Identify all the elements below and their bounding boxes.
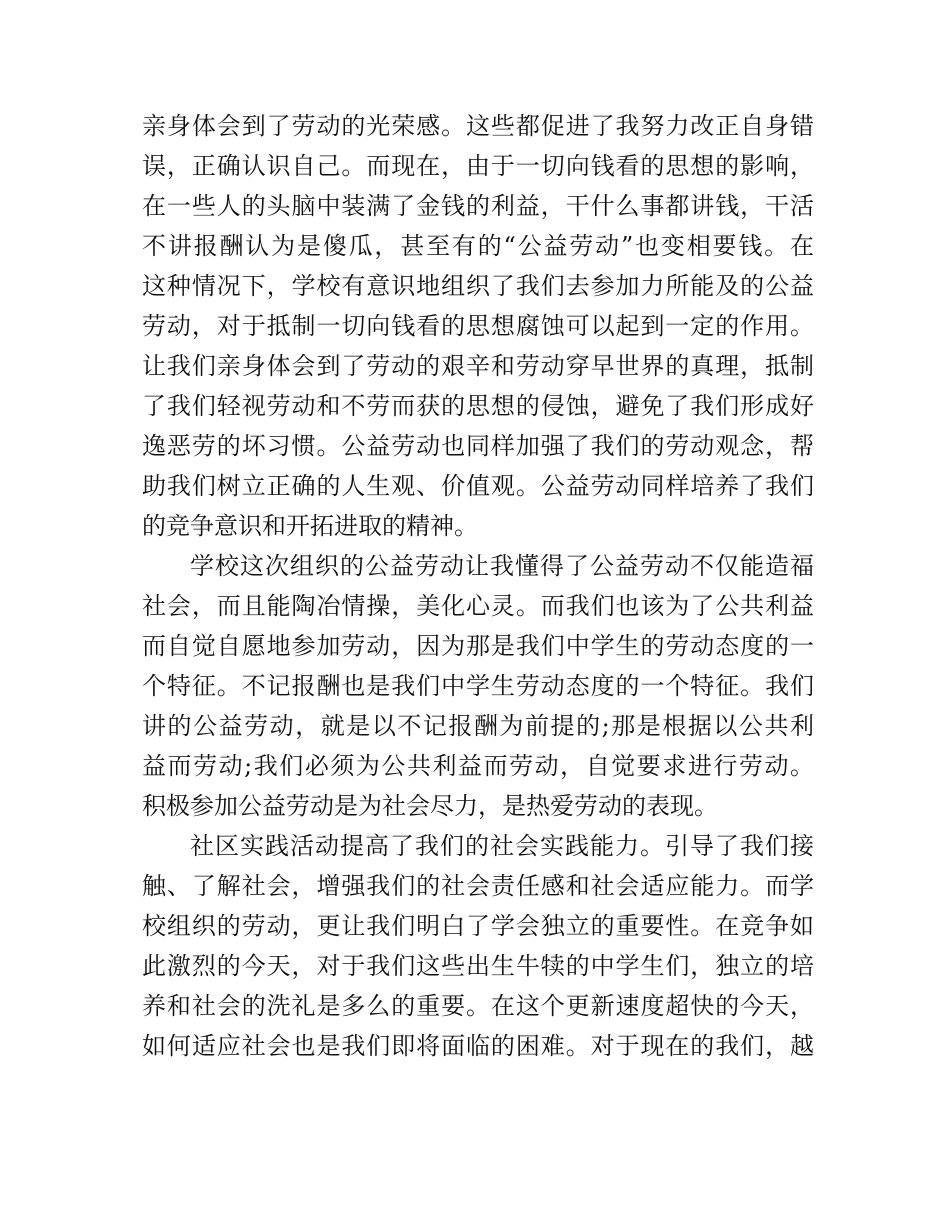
text-line: 如何适应社会也是我们即将面临的困难。对于现在的我们，越 [142,1032,814,1060]
text-line: 逸恶劳的坏习惯。公益劳动也同样加强了我们的劳动观念，帮 [142,432,814,460]
text-line: 了我们轻视劳动和不劳而获的思想的侵蚀，避免了我们形成好 [142,392,814,420]
text-line: 的竞争意识和开拓进取的精神。 [142,512,478,540]
text-line: 而自觉自愿地参加劳动，因为那是我们中学生的劳动态度的一 [142,632,814,660]
document-page [142,106,814,1066]
text-line: 触、了解社会，增强我们的社会责任感和社会适应能力。而学 [142,872,814,900]
text-line: 让我们亲身体会到了劳动的艰辛和劳动穿早世界的真理，抵制 [142,352,814,380]
text-line: 助我们树立正确的人生观、价值观。公益劳动同样培养了我们 [142,472,814,500]
text-line: 讲的公益劳动，就是以不记报酬为前提的;那是根据以公共利 [142,712,814,740]
text-line: 亲身体会到了劳动的光荣感。这些都促进了我努力改正自身错 [142,112,814,140]
text-line: 积极参加公益劳动是为社会尽力，是热爱劳动的表现。 [142,792,718,820]
text-line: 在一些人的头脑中装满了金钱的利益，干什么事都讲钱，干活 [142,192,814,220]
text-line: 这种情况下，学校有意识地组织了我们去参加力所能及的公益 [142,272,814,300]
text-line: 益而劳动;我们必须为公共利益而劳动，自觉要求进行劳动。 [142,752,814,780]
text-line: 社区实践活动提高了我们的社会实践能力。引导了我们接 [190,832,814,860]
text-line: 社会，而且能陶冶情操，美化心灵。而我们也该为了公共利益 [142,592,814,620]
text-line: 误，正确认识自己。而现在，由于一切向钱看的思想的影响， [142,152,814,180]
text-line: 学校这次组织的公益劳动让我懂得了公益劳动不仅能造福 [190,552,814,580]
text-line: 劳动，对于抵制一切向钱看的思想腐蚀可以起到一定的作用。 [142,312,814,340]
text-line: 个特征。不记报酬也是我们中学生劳动态度的一个特征。我们 [142,672,814,700]
text-line: 校组织的劳动，更让我们明白了学会独立的重要性。在竞争如 [142,912,814,940]
text-line: 养和社会的洗礼是多么的重要。在这个更新速度超快的今天， [142,992,814,1020]
text-line: 此激烈的今天，对于我们这些出生牛犊的中学生们，独立的培 [142,952,814,980]
text-line: 不讲报酬认为是傻瓜，甚至有的“公益劳动”也变相要钱。在 [142,232,814,260]
